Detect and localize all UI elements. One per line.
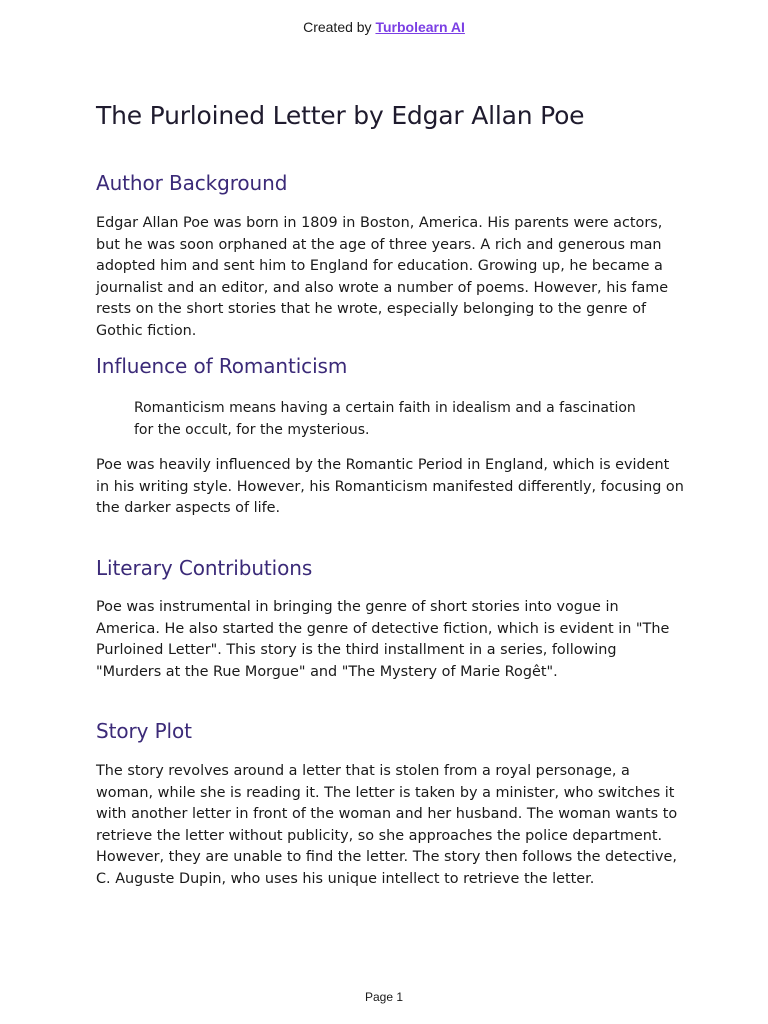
header-credit (0, 19, 768, 35)
paragraph-story-plot: The story revolves around a letter that is stolen from a royal personage, a woman, while she is reading it. The letter is taken by a minister, who switches it with another letter in front of the woman and her husband. The woman wants to retrieve the letter without publicity, so she approaches the police department. However, they are unable to find the letter. The story then follows the detective, C. Auguste Dupin, who uses his unique intellect to retrieve the letter. (96, 763, 678, 887)
page-number: Page 1 (364, 990, 404, 1004)
paragraph-author-background: Edgar Allan Poe was born in 1809 in Boston, America. His parents were actors, but he was soon orphaned at the age of three years. A rich and generous man adopted him and sent him to England for education. Growing up, he became a journalist and an editor, and also wrote a number of poems. However, his fame rests on the short stories that he wrote, especially belonging to the genre of Gothic fiction. (96, 215, 669, 339)
heading-author-background: Author Background (96, 171, 288, 195)
blockquote-romanticism: Romanticism means having a certain faith in idealism and a fascination for the occult, for the mysterious. (134, 400, 636, 438)
created-by-label: Created by (303, 19, 372, 35)
heading-literary-contributions: Literary Contributions (96, 556, 313, 580)
paragraph-influence-of-romanticism: Poe was heavily influenced by the Romantic Period in England, which is evident in his writing style. However, his Romanticism manifested differently, focusing on the darker aspects of life. (96, 457, 684, 516)
heading-story-plot: Story Plot (96, 719, 192, 743)
turbolearn-link[interactable]: Turbolearn AI (375, 19, 465, 35)
paragraph-literary-contributions: Poe was instrumental in bringing the genre of short stories into vogue in America. He also started the genre of detective fiction, which is evident in "The Purloined Letter". This story is the third installment in a series, following "Murders at the Rue Morgue" and "The Mystery of Marie Rogêt". (96, 599, 670, 680)
document-body (96, 96, 686, 887)
heading-influence-of-romanticism: Influence of Romanticism (96, 354, 348, 378)
document-title: The Purloined Letter by Edgar Allan Poe (96, 101, 585, 130)
